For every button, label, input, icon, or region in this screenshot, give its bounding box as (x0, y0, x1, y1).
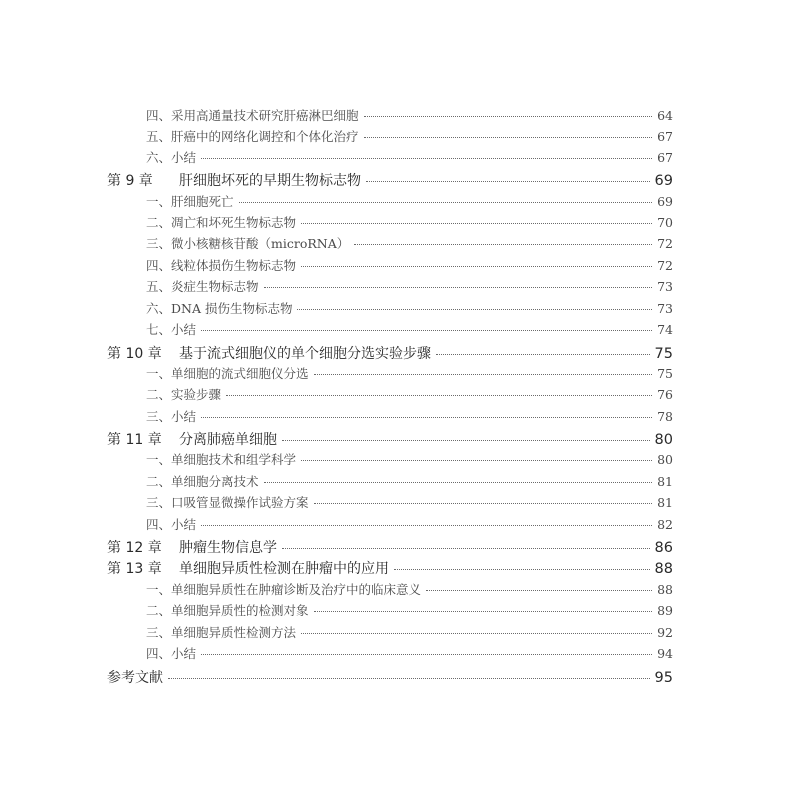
toc-entry[interactable] (146, 364, 673, 382)
entry-title: 一、肝细胞死亡 (146, 194, 234, 209)
page-number: 81 (657, 474, 673, 489)
page-number: 67 (657, 150, 673, 165)
page-number: 64 (657, 108, 673, 123)
dot-leader (301, 460, 652, 461)
toc-entry[interactable] (146, 472, 673, 490)
page-number: 80 (657, 452, 673, 467)
toc-references[interactable] (107, 667, 673, 687)
dot-leader (364, 137, 652, 138)
dot-leader (201, 158, 652, 159)
dot-leader (282, 440, 650, 441)
dot-leader (301, 223, 652, 224)
entry-title: 五、肝癌中的网络化调控和个体化治疗 (146, 129, 359, 144)
page-number: 73 (657, 279, 673, 294)
page-number: 70 (657, 215, 673, 230)
chapter-number: 第 12 章 (107, 540, 162, 556)
entry-title: 六、小结 (146, 150, 197, 165)
references-title: 参考文献 (107, 670, 163, 686)
toc-entry[interactable] (146, 106, 673, 124)
page-number: 82 (657, 517, 673, 532)
toc-entry[interactable] (146, 385, 673, 403)
toc-entry[interactable] (146, 213, 673, 231)
page-number: 81 (657, 495, 673, 510)
entry-title: 七、小结 (146, 322, 197, 337)
dot-leader (364, 116, 652, 117)
chapter-number: 第 10 章 (107, 346, 162, 362)
dot-leader (426, 590, 652, 591)
chapter-title: 单细胞异质性检测在肿瘤中的应用 (179, 561, 389, 577)
toc-entry[interactable] (146, 277, 673, 295)
entry-title: 四、线粒体损伤生物标志物 (146, 258, 297, 273)
page-number: 88 (657, 582, 673, 597)
toc-entry[interactable] (146, 450, 673, 468)
page-number: 72 (657, 258, 673, 273)
dot-leader (264, 482, 652, 483)
entry-title: 三、微小核糖核苷酸（microRNA） (146, 236, 350, 251)
page-number: 78 (657, 409, 673, 424)
toc-entry[interactable] (146, 623, 673, 641)
entry-title: 四、小结 (146, 517, 197, 532)
toc-entry[interactable] (146, 148, 673, 166)
entry-title: 二、单细胞异质性的检测对象 (146, 603, 309, 618)
chapter-number: 第 13 章 (107, 561, 162, 577)
dot-leader (301, 633, 652, 634)
toc-entry[interactable] (146, 256, 673, 274)
page-number: 72 (657, 236, 673, 251)
entry-title: 五、炎症生物标志物 (146, 279, 259, 294)
page-number: 95 (654, 670, 673, 686)
chapter-title: 肝细胞坏死的早期生物标志物 (179, 173, 361, 189)
toc-chapter[interactable] (107, 343, 673, 363)
page-number: 75 (657, 366, 673, 381)
page-number: 69 (657, 194, 673, 209)
page-number: 74 (657, 322, 673, 337)
dot-leader (282, 548, 650, 549)
page-number: 76 (657, 387, 673, 402)
dot-leader (201, 654, 652, 655)
page-number: 89 (657, 603, 673, 618)
entry-title: 二、实验步骤 (146, 387, 222, 402)
dot-leader (366, 181, 650, 182)
toc-entry[interactable] (146, 515, 673, 533)
entry-title: 三、单细胞异质性检测方法 (146, 625, 297, 640)
dot-leader (168, 678, 650, 679)
dot-leader (354, 244, 652, 245)
entry-title: 一、单细胞技术和组学科学 (146, 452, 297, 467)
dot-leader (201, 330, 652, 331)
toc-entry[interactable] (146, 580, 673, 598)
page-number: 94 (657, 646, 673, 661)
page-number: 92 (657, 625, 673, 640)
toc-chapter[interactable] (107, 170, 673, 190)
toc-entry[interactable] (146, 127, 673, 145)
page-number: 73 (657, 301, 673, 316)
dot-leader (394, 569, 650, 570)
dot-leader (314, 503, 652, 504)
entry-title: 一、单细胞的流式细胞仪分选 (146, 366, 309, 381)
dot-leader (226, 395, 652, 396)
entry-title: 三、口吸管显微操作试验方案 (146, 495, 309, 510)
toc-chapter[interactable] (107, 558, 673, 578)
dot-leader (297, 309, 652, 310)
page-number: 75 (654, 346, 673, 362)
page-number: 67 (657, 129, 673, 144)
entry-title: 二、凋亡和坏死生物标志物 (146, 215, 297, 230)
toc-entry[interactable] (146, 407, 673, 425)
entry-title: 三、小结 (146, 409, 197, 424)
toc-chapter[interactable] (107, 537, 673, 557)
dot-leader (314, 611, 652, 612)
page-number: 80 (654, 432, 673, 448)
dot-leader (436, 354, 650, 355)
dot-leader (301, 266, 652, 267)
entry-title: 六、DNA 损伤生物标志物 (146, 301, 293, 316)
chapter-number: 第 11 章 (107, 432, 162, 448)
toc-entry[interactable] (146, 234, 673, 252)
entry-title: 四、小结 (146, 646, 197, 661)
chapter-title: 基于流式细胞仪的单个细胞分选实验步骤 (179, 346, 431, 362)
page-number: 86 (654, 540, 673, 556)
entry-title: 四、采用高通量技术研究肝癌淋巴细胞 (146, 108, 359, 123)
dot-leader (201, 417, 652, 418)
dot-leader (239, 202, 652, 203)
chapter-number: 第 9 章 (107, 173, 153, 189)
toc-entry[interactable] (146, 601, 673, 619)
toc-chapter[interactable] (107, 429, 673, 449)
toc-entry[interactable] (146, 192, 673, 210)
entry-title: 一、单细胞异质性在肿瘤诊断及治疗中的临床意义 (146, 582, 422, 597)
toc-entry[interactable] (146, 320, 673, 338)
toc-entry[interactable] (146, 493, 673, 511)
page-number: 88 (654, 561, 673, 577)
dot-leader (314, 374, 652, 375)
chapter-title: 肿瘤生物信息学 (179, 540, 277, 556)
page-number: 69 (654, 173, 673, 189)
dot-leader (201, 525, 652, 526)
chapter-title: 分离肺癌单细胞 (179, 432, 277, 448)
dot-leader (264, 287, 652, 288)
toc-entry[interactable] (146, 299, 673, 317)
toc-entry[interactable] (146, 644, 673, 662)
entry-title: 二、单细胞分离技术 (146, 474, 259, 489)
